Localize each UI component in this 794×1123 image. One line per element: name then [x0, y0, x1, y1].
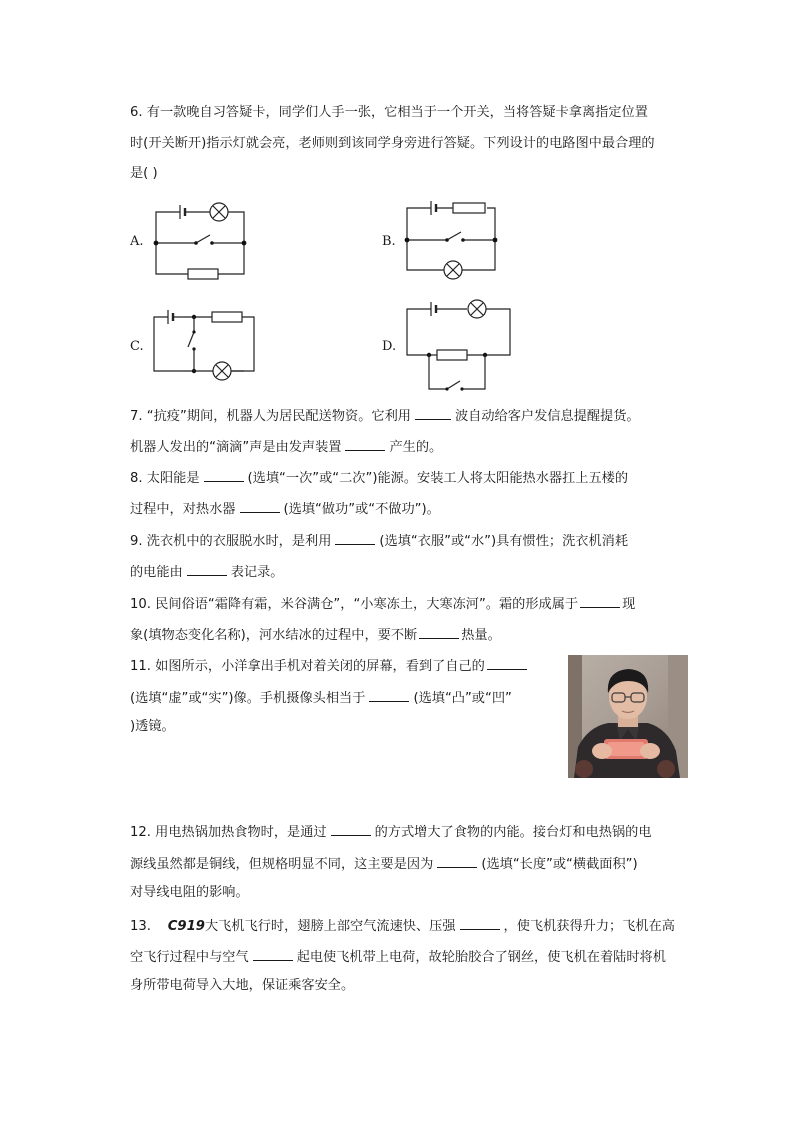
option-d-label[interactable]: D. [382, 339, 397, 354]
q10-blank-1[interactable] [580, 593, 620, 608]
q8-blank-2[interactable] [240, 498, 280, 513]
q11-blank-1[interactable] [487, 655, 527, 670]
q12-blank-1[interactable] [331, 821, 371, 836]
q13-blank-1[interactable] [460, 915, 500, 930]
q13-line-1: 13. C919大飞机飞行时，翅膀上部空气流速快、压强 ，使飞机获得升力；飞机在高 [130, 915, 675, 936]
q9-line-2: 的电能由 表记录。 [130, 561, 284, 582]
q11-line-2: (选填“虚”或“实”)像。手机摄像头相当于 (选填“凸”或“凹” [130, 687, 512, 708]
q13-line-3: 身所带电荷导入大地，保证乘客安全。 [130, 978, 355, 993]
q12-blank-2[interactable] [437, 853, 477, 868]
q9-blank-2[interactable] [187, 561, 227, 576]
q12-line-3: 对导线电阻的影响。 [130, 885, 249, 900]
q11-blank-2[interactable] [369, 687, 409, 702]
q11-line-3: )透镜。 [130, 719, 175, 734]
option-a-label[interactable]: A. [130, 234, 144, 249]
q13-blank-2[interactable] [253, 946, 293, 961]
person-with-phone-photo [568, 655, 688, 778]
circuit-diagram-a[interactable] [150, 200, 250, 280]
q12-line-1: 12. 用电热锅加热食物时，是通过 的方式增大了食物的内能。接台灯和电热锅的电 [130, 821, 652, 842]
q7-line-1: 7. “抗疫”期间，机器人为居民配送物资。它利用 波自动给客户发信息提醒提货。 [130, 405, 640, 426]
q7-blank-2[interactable] [345, 436, 385, 451]
q8-line-1: 8. 太阳能是 (选填“一次”或“二次”)能源。安装工人将太阳能热水器扛上五楼的 [130, 467, 628, 488]
q7-blank-1[interactable] [415, 405, 451, 420]
aircraft-model: C919 [167, 919, 205, 934]
q10-line-2: 象(填物态变化名称)，河水结冰的过程中，要不断 热量。 [130, 624, 501, 645]
option-b-label[interactable]: B. [382, 234, 396, 249]
q8-line-2: 过程中，对热水器 (选填“做功”或“不做功”)。 [130, 498, 440, 519]
q8-blank-1[interactable] [204, 467, 244, 482]
circuit-diagram-d[interactable] [401, 297, 516, 397]
q6-line-3: 是( ) [130, 166, 158, 181]
q6-line-2: 时(开关断开)指示灯就会亮，老师则到该同学身旁进行答疑。下列设计的电路图中最合理的 [130, 136, 655, 151]
q13-line-2: 空飞行过程中与空气 起电使飞机带上电荷，故轮胎胶合了钢丝，使飞机在着陆时将机 [130, 946, 666, 967]
q7-line-2: 机器人发出的“滴滴”声是由发声装置 产生的。 [130, 436, 442, 457]
option-c-label[interactable]: C. [130, 339, 144, 354]
circuit-diagram-c[interactable] [150, 305, 260, 385]
q10-line-1: 10. 民间俗语“霜降有霜，米谷满仓”，“小寒冻土，大寒冻河”。霜的形成属于 现 [130, 593, 635, 614]
q6-line-1: 6. 有一款晚自习答疑卡，同学们人手一张，它相当于一个开关，当将答疑卡拿离指定位置 [130, 105, 648, 120]
circuit-diagram-b[interactable] [401, 200, 501, 280]
q10-blank-2[interactable] [419, 624, 459, 639]
q9-blank-1[interactable] [335, 530, 375, 545]
q9-line-1: 9. 洗衣机中的衣服脱水时，是利用 (选填“衣服”或“水”)具有惯性；洗衣机消耗 [130, 530, 628, 551]
q11-line-1: 11. 如图所示，小洋拿出手机对着关闭的屏幕，看到了自己的 [130, 655, 529, 676]
q12-line-2: 源线虽然都是铜线，但规格明显不同，这主要是因为 (选填“长度”或“横截面积”) [130, 853, 638, 874]
